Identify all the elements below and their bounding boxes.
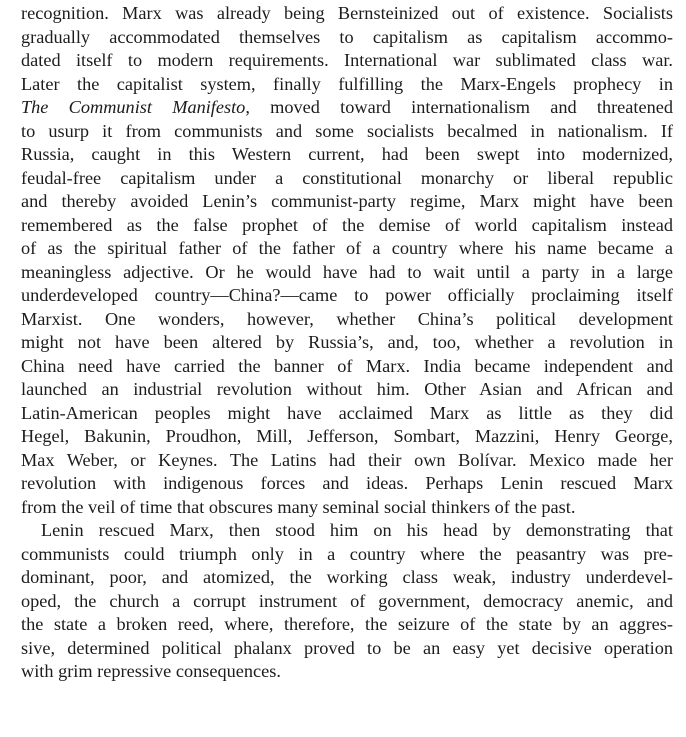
text-segment: , moved toward internationalism and threatened [245,97,673,117]
text-line [21,613,673,637]
text-line [21,355,673,379]
text-line [21,96,673,120]
text-segment: might not have been altered by Russia’s, and, too, whether a revolution in [21,332,673,352]
text-segment: Max Weber, or Keynes. The Latins had their own Bolívar. Mexico made her [21,449,673,470]
text-segment: Latin-American peoples might have acclaimed Marx as little as they did [21,402,673,423]
text-line [21,237,673,261]
text-line [21,425,673,449]
text-line [21,472,673,496]
text-segment: revolution with indigenous forces and ideas. Perhaps Lenin rescued Marx [21,473,673,493]
text-segment: gradually accommodated themselves to capitalism as capitalism accommo- [21,26,673,47]
text-segment: with grim repressive consequences. [21,661,281,681]
text-line [21,331,673,355]
text-segment: Marxist. One wonders, however, whether China’s political development [21,308,673,329]
text-line [21,637,673,661]
text-line [21,590,673,614]
text-line [21,660,673,684]
text-segment: underdeveloped country—China?—came to power officially proclaiming itself [21,285,673,305]
text-line [21,261,673,285]
text-line [21,143,673,167]
text-segment: Later the capitalist system, finally fulfilling the Marx-Engels prophecy in [21,73,673,94]
text-segment: feudal-free capitalism under a constitutional monarchy or liberal republic [21,167,673,188]
text-segment: Lenin rescued Marx, then stood him on his head by demonstrating that [41,520,673,540]
text-segment: China need have carried the banner of Marx. India became independent and [21,355,673,376]
text-segment: to usurp it from communists and some socialists becalmed in nationalism. If [21,120,673,141]
text-segment: Hegel, Bakunin, Proudhon, Mill, Jefferson, Sombart, Mazzini, Henry George, [21,426,673,446]
book-title-italic: The Communist Manifesto [21,97,246,117]
text-line [21,190,673,214]
text-line [21,449,673,473]
text-line [21,496,673,520]
text-line [21,2,673,26]
text-segment: communists could triumph only in a country where the peasantry was pre- [21,543,673,564]
text-segment: meaningless adjective. Or he would have had to wait until a party in a large [21,261,673,282]
text-segment: from the veil of time that obscures many seminal social thinkers of the past. [21,496,576,517]
text-line [21,284,673,308]
text-line [21,308,673,332]
text-segment: sive, determined political phalanx proved to be an easy yet decisive operation [21,637,673,658]
text-line [21,73,673,97]
text-segment: oped, the church a corrupt instrument of government, democracy anemic, and [21,590,673,611]
text-segment: Russia, caught in this Western current, had been swept into modernized, [21,144,673,164]
text-line [21,566,673,590]
text-segment: the state a broken reed, where, therefore, the seizure of the state by an aggres- [21,614,673,634]
book-page [21,2,673,684]
paragraph-2 [21,519,673,684]
text-segment: remembered as the false prophet of the demise of world capitalism instead [21,214,673,235]
text-line [21,543,673,567]
text-segment: of as the spiritual father of the father of a country where his name became a [21,238,673,258]
text-line [21,378,673,402]
text-line [21,519,673,543]
text-segment: dominant, poor, and atomized, the working class weak, industry underdevel- [21,567,673,587]
text-line [21,26,673,50]
text-line [21,402,673,426]
text-segment: and thereby avoided Lenin’s communist-party regime, Marx might have been [21,191,673,211]
text-segment: recognition. Marx was already being Bernsteinized out of existence. Socialists [21,3,673,23]
paragraph-1 [21,2,673,519]
text-line [21,120,673,144]
text-line [21,49,673,73]
text-segment: dated itself to modern requirements. International war sublimated class war. [21,50,673,70]
text-segment: launched an industrial revolution without him. Other Asian and African and [21,379,673,399]
text-line [21,214,673,238]
text-line [21,167,673,191]
